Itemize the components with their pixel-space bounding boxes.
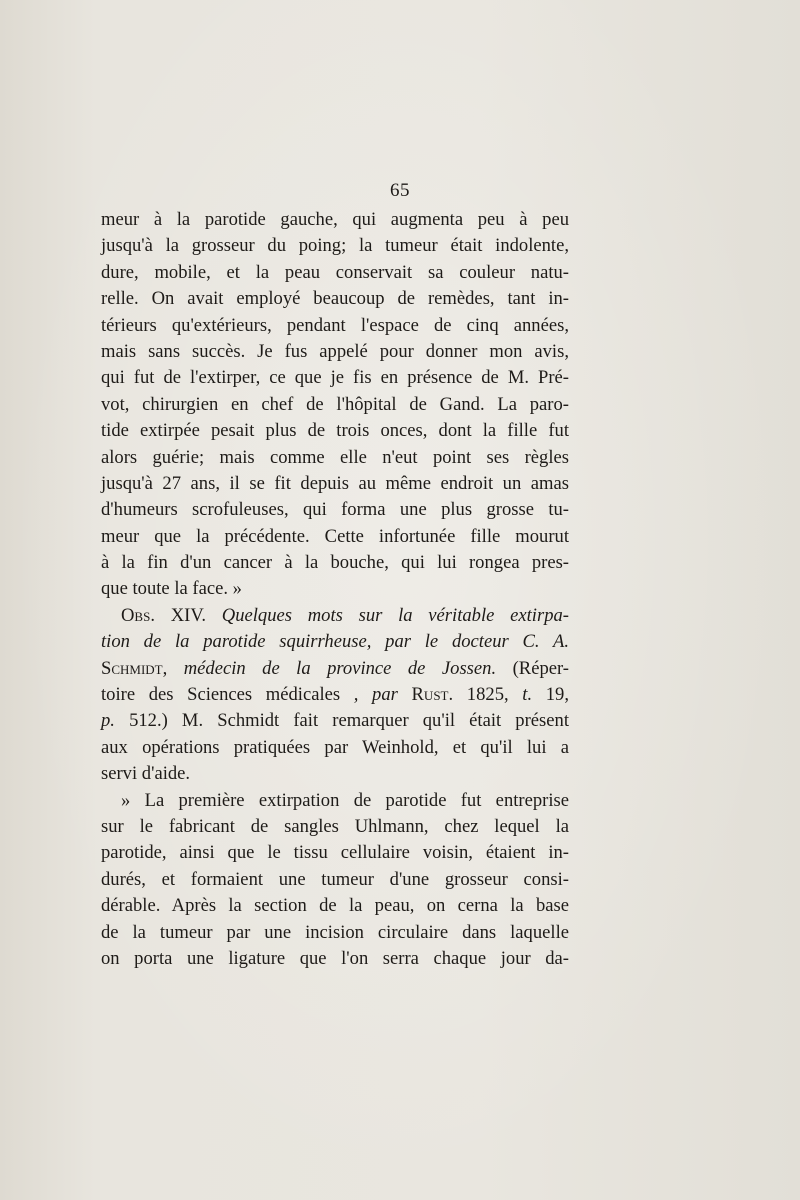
- reference-open: (Réper-: [512, 657, 570, 679]
- text-line: que toute la face. »: [101, 578, 242, 600]
- reference-page-line: [101, 708, 569, 734]
- text-line: alors guérie; mais comme elle n'eut point ses règles: [101, 446, 569, 468]
- text-line: vot, chirurgien en chef de l'hôpital de Gand. La paro-: [101, 393, 569, 415]
- text-line: qui fut de l'extirper, ce que je fis en présence de M. Pré-: [101, 367, 569, 389]
- text-line: térieurs qu'extérieurs, pendant l'espace de cinq années,: [101, 314, 569, 336]
- text-line: dure, mobile, et la peau conservait sa couleur natu-: [101, 261, 569, 283]
- observation-title: Quelques mots sur la véritable extirpa-: [221, 604, 569, 626]
- reference-line: [101, 682, 569, 708]
- page-number: 65: [390, 180, 410, 201]
- text-line: servi d'aide.: [101, 763, 191, 785]
- text-line: » La première extirpation de parotide fut entreprise: [121, 789, 569, 811]
- reference-year: 1825,: [466, 684, 509, 706]
- body-text: [101, 207, 569, 972]
- text-line: à la fin d'un cancer à la bouche, qui lui rongea pres-: [101, 552, 569, 574]
- text-line: de la tumeur par une incision circulaire dans laquelle: [101, 921, 569, 943]
- text-line: dérable. Après la section de la peau, on cerna la base: [101, 895, 569, 917]
- author-description: médecin de la province de Jossen.: [183, 657, 497, 679]
- observation-heading: [101, 603, 569, 629]
- observation-label: Obs. XIV.: [121, 604, 207, 626]
- reference-page-text: 512.) M. Schmidt fait remarquer qu'il était présent: [129, 710, 569, 732]
- text-line: d'humeurs scrofuleuses, qui forma une plus grosse tu-: [101, 499, 569, 521]
- reference-par: , par: [353, 684, 398, 706]
- text-line: parotide, ainsi que le tissu cellulaire voisin, étaient in-: [101, 842, 569, 864]
- reference-page-abbr: p.: [101, 710, 115, 732]
- text-line: tide extirpée pesait plus de trois onces, dont la fille fut: [101, 420, 569, 442]
- text-line: mais sans succès. Je fus appelé pour donner mon avis,: [101, 340, 569, 362]
- text-line: relle. On avait employé beaucoup de remèdes, tant in-: [101, 288, 569, 310]
- reference-volume: 19,: [545, 684, 569, 706]
- reference-tome: t.: [522, 684, 533, 706]
- text-line: meur à la parotide gauche, qui augmenta peu à peu: [101, 209, 569, 230]
- observation-title-line: [101, 629, 569, 655]
- reference-editor: Rust.: [411, 684, 454, 706]
- text-line: sur le fabricant de sangles Uhlmann, chez lequel la: [101, 815, 569, 837]
- text-line: aux opérations pratiquées par Weinhold, et qu'il lui a: [101, 736, 569, 758]
- observation-title-cont: tion de la parotide squirrheuse, par le docteur C. A.: [101, 631, 569, 653]
- text-line: jusqu'à 27 ans, il se fit depuis au même endroit un amas: [101, 472, 569, 494]
- author-name: Schmidt,: [101, 657, 168, 679]
- text-line: durés, et formaient une tumeur d'une grosseur consi-: [101, 868, 569, 890]
- author-line: [101, 656, 569, 682]
- text-line: meur que la précédente. Cette infortunée fille mourut: [101, 525, 569, 547]
- reference-source: toire des Sciences médicales: [101, 684, 341, 706]
- text-line: jusqu'à la grosseur du poing; la tumeur était indolente,: [101, 235, 569, 257]
- text-line: on porta une ligature que l'on serra chaque jour da-: [101, 947, 569, 969]
